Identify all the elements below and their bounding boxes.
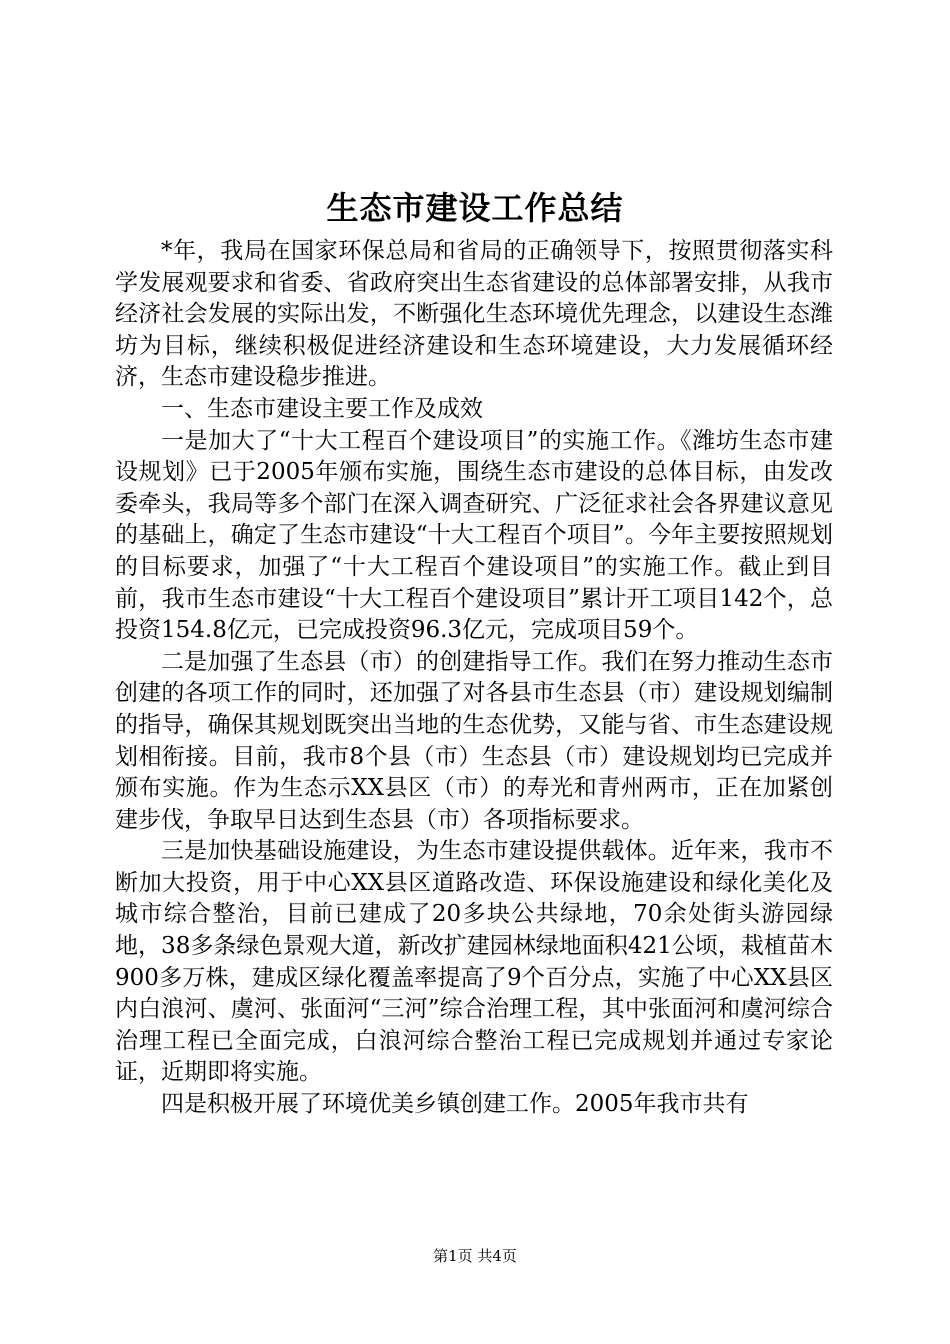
paragraph-item-2: 二是加强了生态县（市）的创建指导工作。我们在努力推动生态市创建的各项工作的同时，还加强了对各县市生态县（市）建设规划编制的指导，确保其规划既突出当地的生态优势，又能与省、市生态建设规划相衔接。目前，我市8个县（市）生态县（市）建设规划均已完成并颁布实施。作为生态示XX县区（市）的寿光和青州两市，正在加紧创建步伐，争取早日达到生态县（市）各项指标要求。 <box>115 648 833 833</box>
paragraph-item-1: 一是加大了“十大工程百个建设项目”的实施工作。《潍坊生态市建设规划》已于2005年颁布实施，围绕生态市建设的总体目标，由发改委牵头，我局等多个部门在深入调查研究、广泛征求社会各界建议意见的基础上，确定了生态市建设“十大工程百个项目”。今年主要按照规划的目标要求，加强了“十大工程百个建设项目”的实施工作。截止到目前，我市生态市建设“十大工程百个建设项目”累计开工项目142个，总投资154.8亿元，已完成投资96.3亿元，完成项目59个。 <box>115 427 833 644</box>
section-heading-1: 一、生态市建设主要工作及成效 <box>161 395 483 422</box>
document-body <box>115 236 833 1121</box>
paragraph-item-3: 三是加快基础设施建设，为生态市建设提供载体。近年来，我市不断加大投资，用于中心XX县区道路改造、环保设施建设和绿化美化及城市综合整治，目前已建成了20多块公共绿地，70余处街头游园绿地，38多条绿色景观大道，新改扩建园林绿地面积421公顷，栽植苗木900多万株，建成区绿化覆盖率提高了9个百分点，实施了中心XX县区内白浪河、虞河、张面河“三河”综合治理工程，其中张面河和虞河综合治理工程已全面完成，白浪河综合整治工程已完成规划并通过专家论证，近期即将实施。 <box>115 838 833 1086</box>
page-title: 生态市建设工作总结 <box>326 189 624 227</box>
paragraph-item-4: 四是积极开展了环境优美乡镇创建工作。2005年我市共有 <box>161 1091 749 1118</box>
page-number-footer: 第1页 共4页 <box>433 1247 517 1265</box>
paragraph-intro: *年，我局在国家环保总局和省局的正确领导下，按照贯彻落实科学发展观要求和省委、省政府突出生态省建设的总体部署安排，从我市经济社会发展的实际出发，不断强化生态环境优先理念，以建设生态潍坊为目标，继续积极促进经济建设和生态环境建设，大力发展循环经济，生态市建设稳步推进。 <box>115 238 833 391</box>
